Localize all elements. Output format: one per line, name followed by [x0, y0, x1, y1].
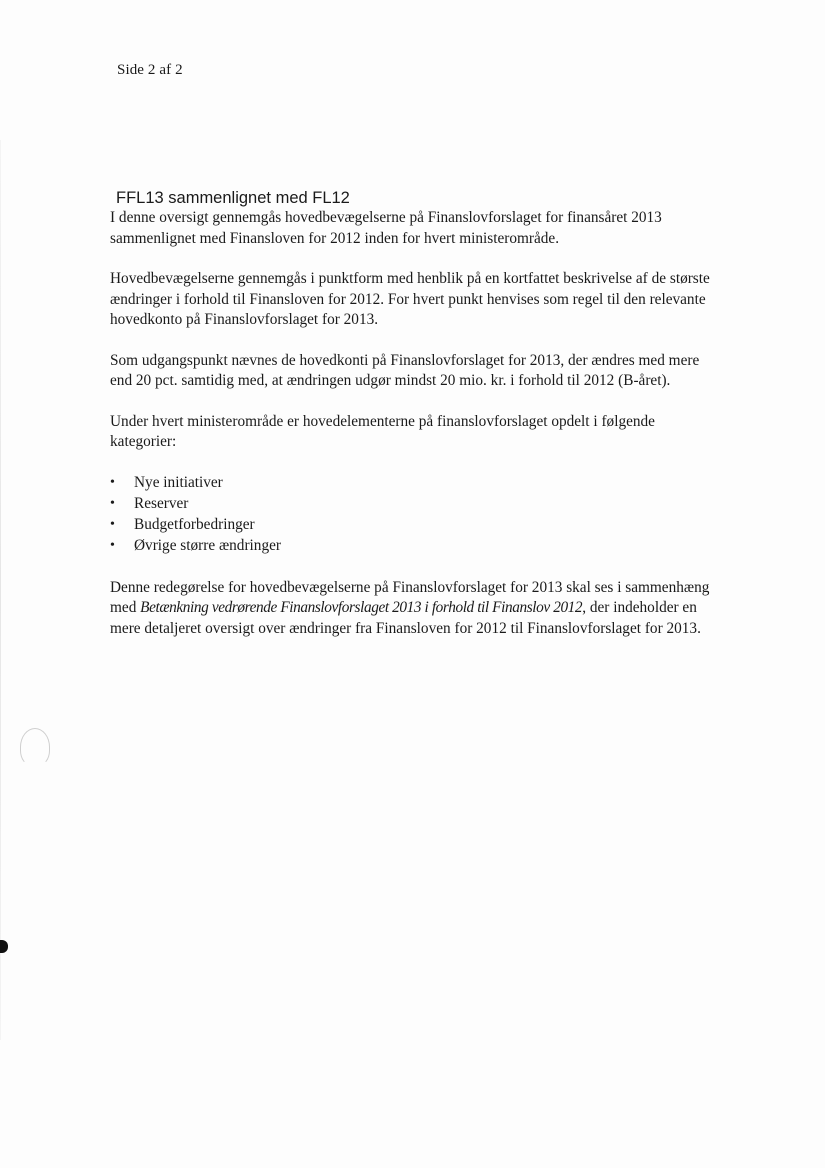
scan-margin-mark: [0, 940, 8, 953]
page-number: Side 2 af 2: [117, 62, 183, 78]
punch-hole-mark: [20, 728, 50, 766]
bullet-icon: •: [110, 474, 115, 490]
list-item: [110, 494, 710, 515]
categories-intro-paragraph: Under hvert ministerområde er hovedelementerne på finanslovforslaget opdelt i følgende kategorier:: [110, 412, 655, 450]
closing-text-before: Denne redegørelse for hovedbevægelserne på Finanslovforslaget for 2013 skal ses i sammenhæng med: [110, 578, 710, 616]
list-item-label: Øvrige større ændringer: [134, 536, 281, 554]
referenced-report-title: Betænkning vedrørende Finanslovforslaget 2013 i forhold til Finanslov 2012: [140, 599, 583, 616]
closing-paragraph: [110, 578, 710, 640]
intro-paragraph: I denne oversigt gennemgås hovedbevægelserne på Finanslovforslaget for finansåret 2013 sammenlignet med Finansloven for 2012 inden for hvert ministerområde.: [110, 209, 662, 247]
list-item-label: Budgetforbedringer: [134, 515, 255, 533]
scan-edge-shadow: [0, 140, 1, 1040]
section-heading: FFL13 sammenlignet med FL12: [116, 189, 350, 207]
bullet-icon: •: [110, 537, 115, 553]
document-body: [110, 188, 710, 659]
list-item: [110, 473, 710, 494]
threshold-paragraph: Som udgangspunkt nævnes de hovedkonti på Finanslovforslaget for 2013, der ændres med mere end 20 pct. samtidig med, at ændringen udgør mindst 20 mio. kr. i forhold til 2012 (B-året).: [110, 351, 700, 389]
list-item-label: Nye initiativer: [134, 473, 223, 491]
category-list: [110, 473, 710, 557]
closing-text-after: , der indeholder en mere detaljeret oversigt over ændringer fra Finansloven for 2012 til Finanslovforslaget for 2013.: [110, 599, 701, 637]
list-item: [110, 515, 710, 536]
bullet-icon: •: [110, 516, 115, 532]
bullet-icon: •: [110, 495, 115, 511]
method-paragraph: Hovedbevægelserne gennemgås i punktform med henblik på en kortfattet beskrivelse af de største ændringer i forhold til Finansloven for 2012. For hvert punkt henvises som regel til den relevante hovedkonto på Finanslovforslaget for 2013.: [110, 270, 710, 328]
list-item: [110, 536, 710, 557]
list-item-label: Reserver: [134, 494, 189, 512]
